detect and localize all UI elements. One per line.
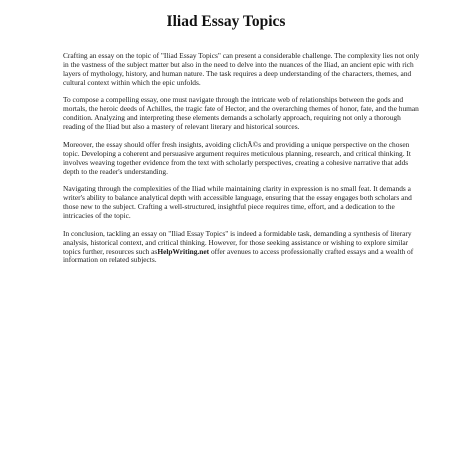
helpwriting-brand-link[interactable]: HelpWriting.net	[157, 246, 210, 256]
paragraph-intro: Crafting an essay on the topic of "Iliad Essay Topics" can present a considerable challenge. The complexity lies not only in the vastness of the subject matter but also in the need to delve into the nuances of the Iliad, an ancient epic with rich layers of mythology, history, and human nature. The task requires a deep understanding of the characters, themes, and cultural context within which the epic unfolds.	[63, 51, 420, 87]
paragraph-conclusion	[63, 230, 423, 266]
paragraph-composition: To compose a compelling essay, one must navigate through the intricate web of relationships between the gods and mortals, the heroic deeds of Achilles, the tragic fate of Hector, and the overarching themes of honor, fate, and the human condition. Analyzing and interpreting these elements demands a scholarly approach, requiring not only a thorough reading of the Iliad but also a mastery of relevant literary and historical sources.	[63, 95, 419, 132]
conclusion-text-before: In conclusion, tackling an essay on "Iliad Essay Topics" is indeed a formidable task, demanding a synthesis of literary analysis, historical context, and critical thinking. However, for those seeking assistance or wishing to explore similar topics further, resources such as	[63, 228, 412, 256]
paragraph-insights: Moreover, the essay should offer fresh insights, avoiding clichÃ©s and providing a unique perspective on the chosen topic. Developing a coherent and persuasive argument requires meticulous planning, research, and critical thinking. It involves weaving together evidence from the text with scholarly perspectives, creating a cohesive narrative that adds depth to the reader's understanding.	[63, 139, 411, 176]
document-body	[63, 52, 423, 274]
conclusion-text-after: offer avenues to access professionally crafted essays and a wealth of information on related subjects.	[63, 246, 414, 265]
document-title: Iliad Essay Topics	[166, 13, 286, 30]
paragraph-clarity: Navigating through the complexities of the Iliad while maintaining clarity in expression is no small feat. It demands a writer's ability to balance analytical depth with accessible language, ensuring that the essay engages both scholars and those new to the subject. Crafting a well-structured, insightful piece requires time, effort, and a dedication to the intricacies of the topic.	[63, 184, 412, 220]
